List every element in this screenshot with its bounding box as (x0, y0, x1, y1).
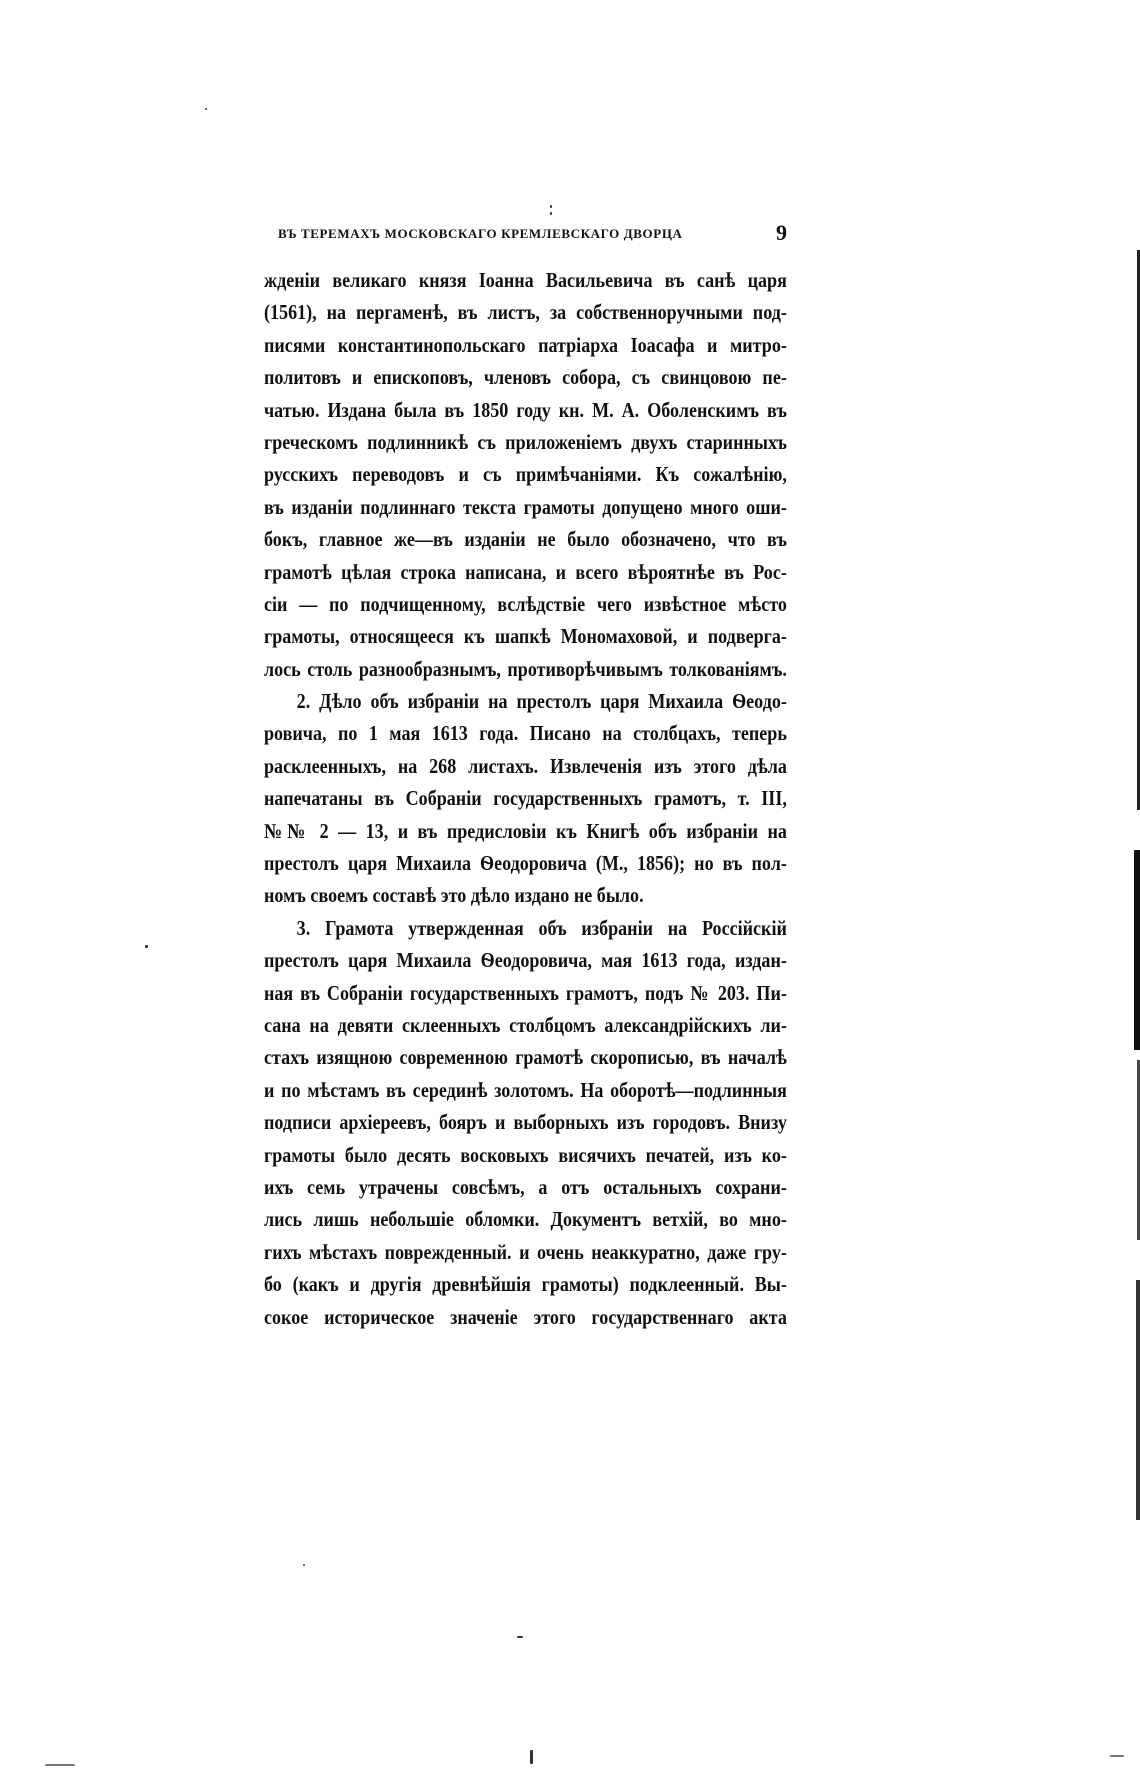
text-line: престолъ царя Михаила Ѳеодоровича, мая 1613 года, издан- (264, 948, 787, 973)
text-line: грамотѣ цѣлая строка написана, и всего вѣроятнѣе въ Рос- (264, 559, 787, 584)
text-line: бо (какъ и другія древнѣйшія грамоты) подклеенный. Вы- (264, 1272, 787, 1297)
body-text (264, 264, 787, 1333)
scan-speck (303, 1564, 305, 1566)
text-line: престолъ царя Михаила Ѳеодоровича (М., 1856); но въ пол- (264, 851, 787, 876)
text-line: стахъ изящною современною грамотѣ скорописью, въ началѣ (264, 1045, 787, 1070)
text-line: писями константинопольскаго патріарха Іоасафа и митро- (264, 332, 787, 357)
running-title: ВЪ ТЕРЕМАХЪ МОСКОВСКАГО КРЕМЛЕВСКАГО ДВОРЦА (278, 226, 683, 241)
text-line: бокъ, главное же—въ изданіи не было обозначено, что въ (264, 527, 787, 552)
text-line: лось столь разнообразнымъ, противорѣчивымъ толкованіямъ. (264, 656, 787, 681)
text-line: въ изданіи подлиннаго текста грамоты допущено много оши- (264, 494, 787, 519)
text-line: грамоты было десять восковыхъ висячихъ печатей, изъ ко- (264, 1142, 787, 1167)
text-line: жденіи великаго князя Іоанна Васильевича въ санѣ царя (264, 268, 787, 292)
scan-speck (550, 205, 552, 208)
text-line: сана на девяти склеенныхъ столбцомъ александрійскихъ ли- (264, 1012, 787, 1037)
running-header (278, 220, 787, 250)
scan-speck (145, 945, 148, 948)
scan-speck (1110, 1755, 1124, 1757)
text-line: подписи архіереевъ, бояръ и выборныхъ изъ городовъ. Внизу (264, 1110, 787, 1135)
text-line: номъ своемъ составѣ это дѣло издано не было. (264, 883, 644, 908)
text-line: сіи — по подчищенному, вслѣдствіе чего извѣстное мѣсто (264, 591, 787, 616)
text-line: политовъ и епископовъ, членовъ собора, съ свинцовою пе- (264, 365, 787, 390)
scan-speck (550, 212, 552, 215)
text-line: ихъ семь утрачены совсѣмъ, а отъ остальныхъ сохрани- (264, 1174, 787, 1199)
text-line: и по мѣстамъ въ серединѣ золотомъ. На оборотѣ—подлинныя (264, 1077, 787, 1102)
scan-speck (205, 108, 207, 110)
text-line: гихъ мѣстахъ поврежденный. и очень неаккуратно, даже гру- (264, 1239, 787, 1264)
text-line: 2. Дѣло объ избраніи на престолъ царя Михаила Ѳеодо- (296, 689, 787, 714)
page-number: 9 (776, 220, 787, 245)
scan-speck (530, 1750, 533, 1764)
text-line: ная въ Собраніи государственныхъ грамотъ, подъ № 203. Пи- (264, 980, 787, 1005)
text-line: лись лишь небольшіе обломки. Документъ ветхій, во мно- (264, 1207, 787, 1232)
text-line: греческомъ подлинникѣ съ приложеніемъ двухъ старинныхъ (264, 429, 787, 454)
text-line: русскихъ переводовъ и съ примѣчаніями. Къ сожалѣнію, (264, 462, 787, 487)
scan-speck (45, 1764, 75, 1766)
text-line: ровича, по 1 мая 1613 года. Писано на столбцахъ, теперь (264, 721, 787, 746)
text-line: расклеенныхъ, на 268 листахъ. Извлеченія изъ этого дѣла (264, 753, 787, 778)
text-line: чатью. Издана была въ 1850 году кн. М. А. Оболенскимъ въ (264, 397, 787, 422)
scan-speck (517, 1636, 523, 1638)
text-line: №№ 2 — 13, и въ предисловіи къ Книгѣ объ избраніи на (264, 818, 787, 843)
text-line: грамоты, относящееся къ шапкѣ Мономаховой, и подверга- (264, 624, 787, 649)
text-line: (1561), на пергаменѣ, въ листъ, за собственноручными под- (264, 300, 787, 325)
text-line: сокое историческое значеніе этого государственнаго акта (264, 1304, 787, 1329)
scan-edge-shadow (1134, 850, 1140, 1050)
scan-edge-shadow (1136, 1280, 1140, 1520)
text-line: напечатаны въ Собраніи государственныхъ грамотъ, т. III, (264, 786, 787, 811)
text-line: 3. Грамота утвержденная объ избраніи на Россійскій (296, 915, 787, 940)
